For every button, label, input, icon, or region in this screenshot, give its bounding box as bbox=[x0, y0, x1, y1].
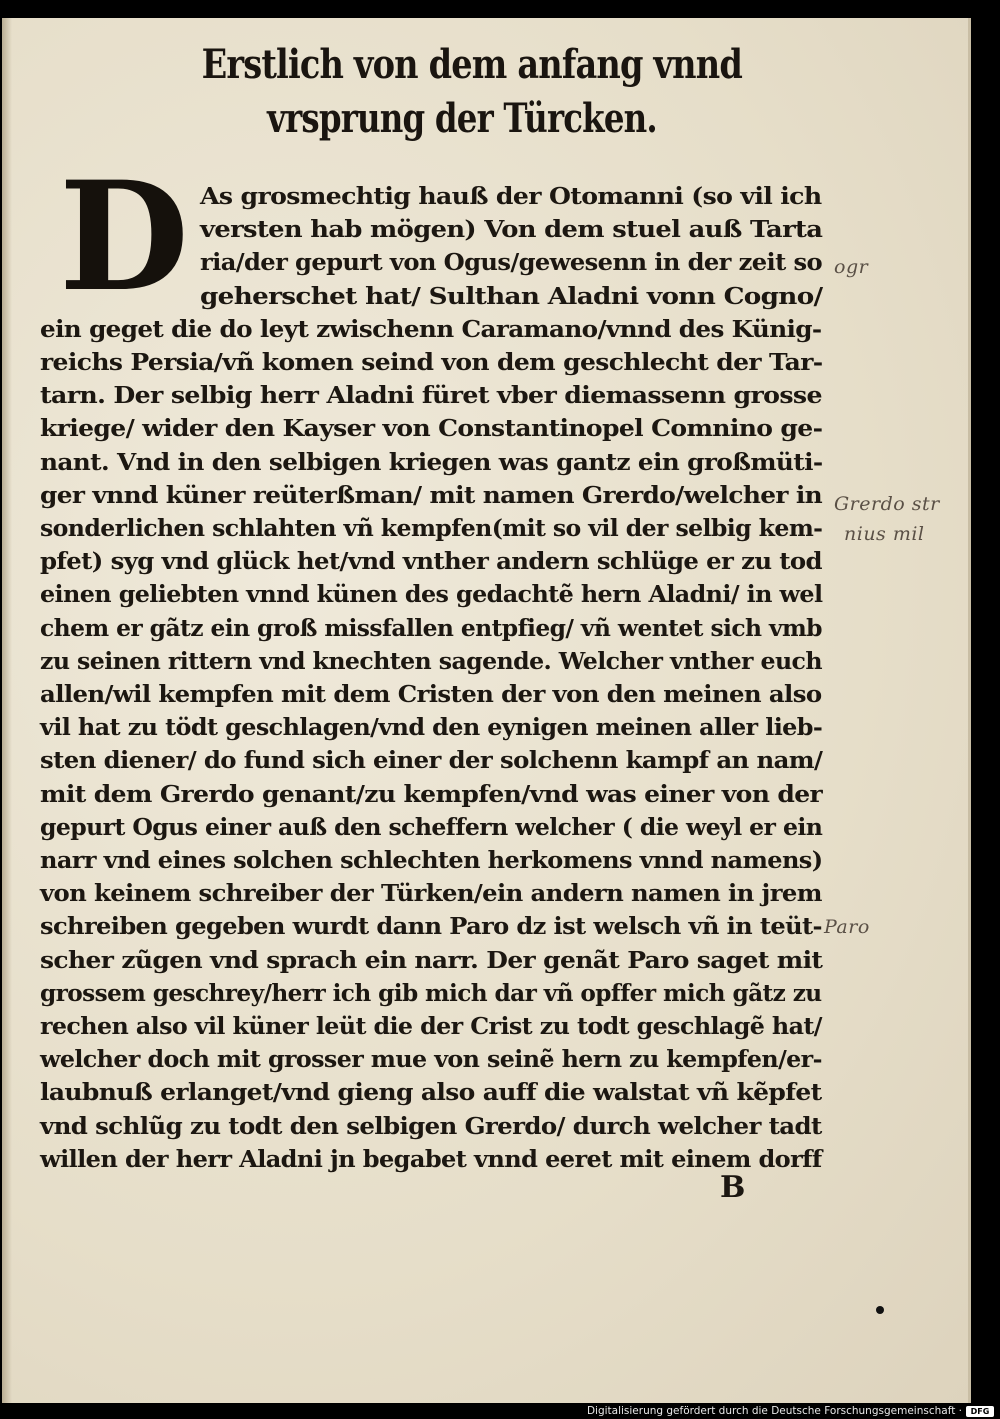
text-line: welcher doch mit grosser mue von seinẽ hern zu kempfen/er- bbox=[40, 1045, 822, 1074]
text-line: einen geliebten vnnd künen des gedachtẽ hern Aladni/ in wel bbox=[40, 580, 823, 609]
text-line: mit dem Grerdo genant/zu kempfen/vnd was einer von der bbox=[40, 779, 823, 808]
signature-mark: B bbox=[720, 1170, 746, 1205]
margin-note: nius mil bbox=[844, 523, 925, 545]
text-line: schreiben gegeben wurdt dann Paro dz ist welsch vñ in teüt- bbox=[40, 912, 822, 941]
margin-note: Grerdo str bbox=[834, 493, 940, 515]
decorated-initial bbox=[50, 149, 198, 325]
initial-letter: D bbox=[58, 149, 190, 325]
margin-note: Paro bbox=[824, 916, 870, 938]
text-line: chem er gãtz ein groß missfallen entpfieg/ vñ wentet sich vmb bbox=[40, 613, 822, 642]
heading-line-2: vrsprung der Türcken. bbox=[267, 95, 657, 142]
text-line: grossem geschrey/herr ich gib mich dar vñ opffer mich gãtz zu bbox=[40, 978, 822, 1007]
text-line: As grosmechtig hauß der Otomanni (so vil ich bbox=[200, 182, 822, 210]
footer-credit: Digitalisierung gefördert durch die Deutsche Forschungsgemeinschaft · bbox=[586, 1405, 962, 1417]
text-line: allen/wil kempfen mit dem Cristen der von den meinen also bbox=[40, 680, 822, 708]
text-line: vnd schlũg zu todt den selbigen Grerdo/ durch welcher tadt bbox=[40, 1111, 822, 1140]
text-line: reichs Persia/vñ komen seind von dem geschlecht der Tar- bbox=[40, 348, 823, 376]
text-line: ria/der gepurt von Ogus/gewesenn in der zeit so bbox=[200, 248, 822, 277]
text-line: pfet) syg vnd glück het/vnd vnther andern schlüge er zu tod bbox=[40, 547, 822, 576]
footer-bar bbox=[0, 1404, 1000, 1419]
text-line: zu seinen rittern vnd knechten sagende. Welcher vnther euch bbox=[40, 646, 822, 675]
book-page bbox=[2, 18, 971, 1403]
text-line: willen der herr Aladni jn begabet vnnd eeret mit einem dorff bbox=[40, 1144, 822, 1173]
ink-dot bbox=[876, 1306, 884, 1314]
text-line: tarn. Der selbig herr Aladni füret vber diemassenn grosse bbox=[40, 381, 822, 410]
margin-note: ogr bbox=[834, 256, 869, 278]
heading-line-1: Erstlich von dem anfang vnnd bbox=[201, 41, 742, 88]
text-line: geherschet hat/ Sulthan Aladni vonn Cogno/ bbox=[200, 281, 823, 310]
text-line: sonderlichen schlahten vñ kempfen(mit so vil der selbig kem- bbox=[40, 514, 823, 542]
text-line: narr vnd eines solchen schlechten herkomens vnnd namens) bbox=[40, 846, 823, 874]
text-line: versten hab mögen) Von dem stuel auß Tarta bbox=[200, 215, 823, 244]
text-line: gepurt Ogus einer auß den scheffern welcher ( die weyl er ein bbox=[40, 812, 823, 841]
text-line: ein geget die do leyt zwischenn Caramano/vnnd des Künig- bbox=[40, 314, 822, 343]
text-line: kriege/ wider den Kayser von Constantinopel Comnino ge- bbox=[40, 414, 823, 443]
dfg-logo-icon: DFG bbox=[966, 1406, 994, 1417]
text-line: rechen also vil küner leüt die der Crist zu todt geschlagẽ hat/ bbox=[40, 1012, 822, 1040]
page-heading bbox=[152, 38, 772, 146]
text-line: vil hat zu tödt geschlagen/vnd den eynigen meinen aller lieb- bbox=[40, 713, 823, 742]
text-line: scher zũgen vnd sprach ein narr. Der genãt Paro saget mit bbox=[40, 945, 823, 974]
text-line: nant. Vnd in den selbigen kriegen was gantz ein großmüti- bbox=[40, 447, 823, 476]
page-gutter-shadow bbox=[2, 18, 12, 1403]
text-line: laubnuß erlanget/vnd gieng also auff die walstat vñ kẽpfet bbox=[40, 1078, 822, 1107]
text-line: sten diener/ do fund sich einer der solchenn kampf an nam/ bbox=[40, 746, 823, 775]
text-line: von keinem schreiber der Türken/ein andern namen in jrem bbox=[40, 879, 822, 908]
text-line: ger vnnd küner reüterßman/ mit namen Grerdo/welcher in bbox=[40, 480, 823, 509]
